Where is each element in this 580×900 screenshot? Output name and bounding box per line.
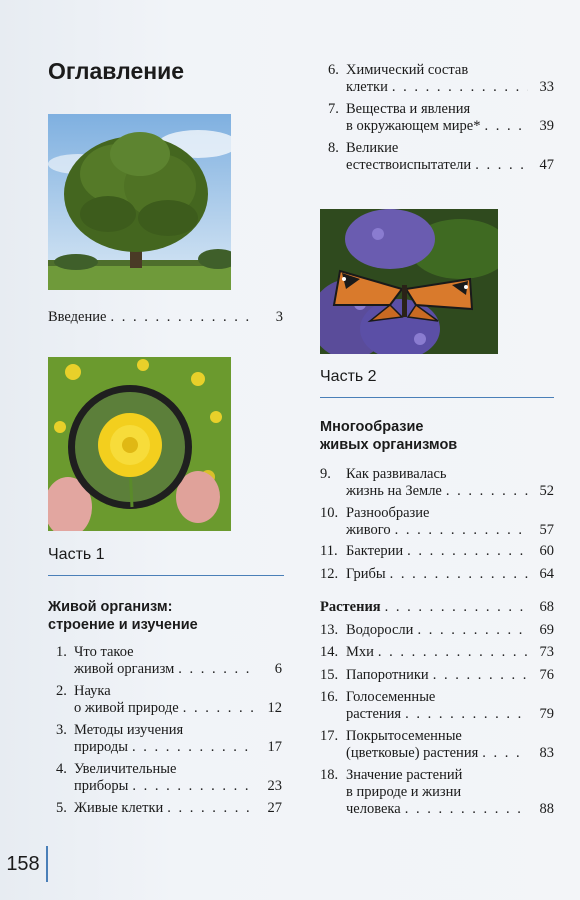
entry-number: 18. — [320, 767, 339, 783]
entry-number: 11. — [320, 543, 338, 559]
leader-dots — [167, 800, 256, 817]
entry-page: 83 — [539, 745, 554, 761]
leader-dots — [446, 483, 528, 500]
entry-text: Бактерии — [346, 543, 404, 559]
entry-text: живого — [346, 522, 391, 538]
entry-text: Грибы — [346, 566, 386, 582]
entry-number: 13. — [320, 622, 339, 638]
entry-number: 12. — [320, 566, 339, 582]
leader-dots — [484, 118, 528, 135]
entry-text: Мхи — [346, 644, 374, 660]
leader-dots — [385, 599, 528, 616]
entry-text: Химический состав — [346, 62, 469, 78]
entry-page: 52 — [539, 483, 554, 499]
entry-text: приборы — [74, 778, 129, 794]
toc-entry[interactable] — [56, 683, 282, 717]
toc-entry[interactable] — [320, 622, 554, 639]
leader-dots — [132, 778, 256, 795]
plants-label: Растения — [320, 599, 381, 615]
entry-text: Значение растений — [346, 767, 463, 783]
entry-text: живой организм — [74, 661, 175, 677]
entry-number: 6. — [328, 62, 339, 78]
entry-text: Водоросли — [346, 622, 414, 638]
entry-text: (цветковые) растения — [346, 745, 479, 761]
leader-dots — [407, 543, 528, 560]
entry-number: 17. — [320, 728, 339, 744]
leader-dots — [378, 644, 528, 661]
toc-entry[interactable] — [320, 505, 554, 539]
entry-page: 33 — [539, 79, 554, 95]
entry-number: 7. — [328, 101, 339, 117]
leader-dots — [178, 661, 256, 678]
entry-text: человека — [346, 801, 401, 817]
entry-text: клетки — [346, 79, 388, 95]
part1-rule — [48, 575, 284, 576]
entry-text: Живые клетки — [74, 800, 164, 816]
entry-text: растения — [346, 706, 402, 722]
entry-page: 79 — [539, 706, 554, 722]
entry-page: 6 — [274, 661, 282, 677]
toc-plants[interactable] — [320, 599, 554, 616]
tree-photo — [48, 114, 231, 290]
part2-section-title: Многообразие живых организмов — [320, 419, 458, 453]
entry-page: 69 — [539, 622, 554, 638]
entry-text: Покрытосеменные — [346, 728, 462, 744]
entry-number: 9. — [320, 466, 331, 482]
toc-entry[interactable] — [56, 644, 282, 678]
entry-text: Увеличительные — [74, 761, 177, 777]
entry-page: 73 — [539, 644, 554, 660]
page-title: Оглавление — [48, 58, 185, 84]
toc-entry[interactable] — [328, 62, 554, 96]
leader-dots — [433, 667, 528, 684]
leader-dots — [395, 522, 528, 539]
intro-label: Введение — [48, 309, 107, 325]
entry-text: в природе и жизни — [346, 784, 462, 800]
page-number: 158 — [0, 846, 48, 882]
entry-page: 57 — [539, 522, 554, 538]
entry-number: 1. — [56, 644, 67, 660]
toc-entry[interactable] — [320, 566, 554, 583]
toc-entry[interactable] — [328, 101, 554, 135]
entry-text: естествоиспытатели — [346, 157, 472, 173]
entry-text: Методы изучения — [74, 722, 184, 738]
leader-dots — [110, 309, 257, 326]
toc-entry[interactable] — [328, 140, 554, 174]
toc-entry[interactable] — [320, 543, 554, 560]
entry-number: 14. — [320, 644, 339, 660]
toc-entry[interactable] — [320, 689, 554, 723]
part2-heading: Часть 2 — [320, 368, 377, 385]
entry-number: 4. — [56, 761, 67, 777]
toc-entry[interactable] — [320, 767, 554, 818]
part2-rule — [320, 397, 554, 398]
entry-text: Вещества и явления — [346, 101, 471, 117]
entry-text: Голосеменные — [346, 689, 436, 705]
leader-dots — [482, 745, 528, 762]
entry-page: 27 — [267, 800, 282, 816]
leader-dots — [183, 700, 256, 717]
toc-entry[interactable] — [56, 761, 282, 795]
intro-page: 3 — [275, 309, 283, 325]
entry-text: в окружающем мире* — [346, 118, 481, 134]
entry-page: 60 — [539, 543, 554, 559]
leader-dots — [417, 622, 528, 639]
plants-page: 68 — [539, 599, 554, 615]
entry-number: 3. — [56, 722, 67, 738]
entry-number: 10. — [320, 505, 339, 521]
entry-text: Разнообразие — [346, 505, 430, 521]
toc-entry[interactable] — [56, 800, 282, 817]
leader-dots — [475, 157, 528, 174]
entry-number: 5. — [56, 800, 67, 816]
entry-page: 47 — [539, 157, 554, 173]
entry-page: 88 — [539, 801, 554, 817]
entry-text: Что такое — [74, 644, 134, 660]
entry-number: 8. — [328, 140, 339, 156]
entry-text: Как развивалась — [346, 466, 447, 482]
toc-entry[interactable] — [56, 722, 282, 756]
toc-entry[interactable] — [320, 644, 554, 661]
butterfly-photo — [320, 209, 498, 354]
entry-number: 16. — [320, 689, 339, 705]
entry-page: 39 — [539, 118, 554, 134]
entry-page: 64 — [539, 566, 554, 582]
toc-entry[interactable] — [320, 667, 554, 684]
entry-page: 76 — [539, 667, 554, 683]
leader-dots — [405, 706, 528, 723]
entry-text: Наука — [74, 683, 111, 699]
entry-number: 15. — [320, 667, 339, 683]
leader-dots — [405, 801, 528, 818]
toc-entry[interactable] — [320, 466, 554, 500]
entry-text: Папоротники — [346, 667, 429, 683]
entry-text: Великие — [346, 140, 399, 156]
entry-number: 2. — [56, 683, 67, 699]
entry-text: жизнь на Земле — [346, 483, 442, 499]
leader-dots — [392, 79, 528, 96]
dandelion-magnifier-photo — [48, 357, 231, 531]
entry-page: 12 — [267, 700, 282, 716]
entry-text: природы — [74, 739, 128, 755]
toc-entry[interactable] — [320, 728, 554, 762]
part1-section-title: Живой организм: строение и изучение — [48, 599, 198, 633]
part1-heading: Часть 1 — [48, 546, 105, 563]
leader-dots — [132, 739, 256, 756]
entry-page: 23 — [267, 778, 282, 794]
entry-text: о живой природе — [74, 700, 179, 716]
leader-dots — [390, 566, 528, 583]
toc-intro[interactable] — [48, 309, 283, 326]
entry-page: 17 — [267, 739, 282, 755]
